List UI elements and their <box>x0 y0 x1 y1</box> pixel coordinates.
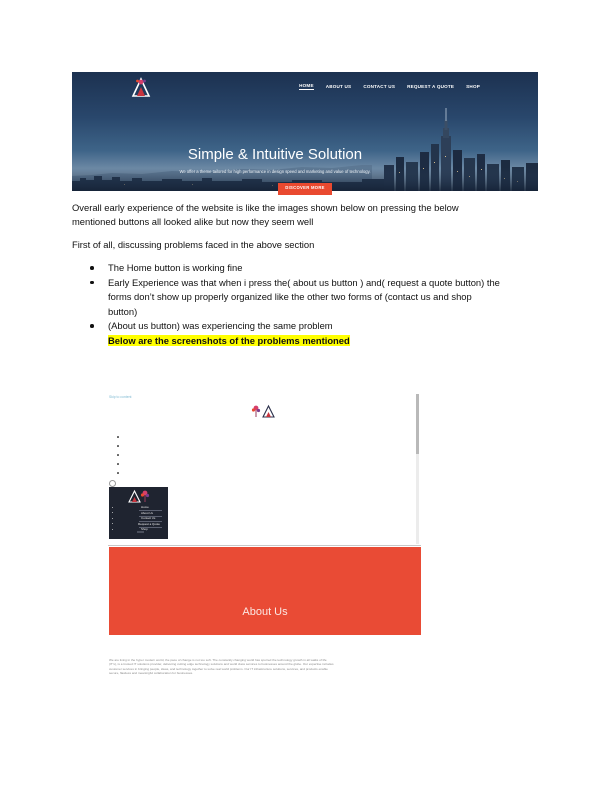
menu-item-label: Request a Quote <box>138 521 160 526</box>
intro-line-2: mentioned buttons all looked alike but now they seem well <box>72 216 314 227</box>
website-hero-screenshot <box>72 72 538 191</box>
paragraph-line: We are living in the hyper modern world, the pace of change is not too soft. The constantly changing world has spurred the technology growth in all walks of life <box>109 658 327 662</box>
list-item-text: Early Experience was that when i press the( about us button ) and( request a quote button) the <box>108 276 500 288</box>
hero-subheadline: We offer a theme tailored for high performance in design speed and marketing and value of technology. <box>179 169 371 174</box>
list-item <box>117 445 119 447</box>
list-item-text: (About us button) was experiencing the same problem <box>108 320 333 332</box>
section-intro: First of all, discussing problems faced in the above section <box>72 239 315 250</box>
main-navigation <box>299 83 480 90</box>
menu-item-label: Shop <box>141 527 148 531</box>
nav-shop[interactable]: SHOP <box>466 84 480 89</box>
list-item <box>88 261 548 276</box>
paragraph-line: secure, flawless and meaningful collaboration for businesses. <box>109 671 194 676</box>
bullet-icon <box>90 266 94 270</box>
nav-about-us[interactable]: ABOUT US <box>325 84 352 89</box>
nav-home[interactable]: HOME <box>299 83 314 88</box>
list-item <box>117 463 119 465</box>
banner-title: About Us <box>242 606 288 618</box>
about-us-page-screenshot <box>108 392 421 676</box>
nav-request-a-quote[interactable]: REQUEST A QUOTE <box>407 84 455 89</box>
about-us-banner <box>109 547 421 635</box>
menu-toggle-icon[interactable] <box>109 480 116 487</box>
paragraph-line: customer services in bringing people, ideas, and technology together to solve real world problems. Our IT infrastructure solutions, services, and products enable <box>109 666 328 671</box>
highlighted-note: Below are the screenshots of the problems mentioned <box>108 334 350 346</box>
intro-line-1: Overall early experience of the website is like the images shown below on pressing the below <box>72 202 459 213</box>
menu-item-label: Contact Us <box>141 516 156 520</box>
section-divider <box>108 545 421 546</box>
skip-to-content-link[interactable]: Skip to content <box>109 395 132 399</box>
brand-logo-icon[interactable] <box>130 76 152 98</box>
list-item-text: forms don’t show up properly organized like the other two forms of (contact us and shop <box>108 291 472 303</box>
bullet-icon <box>90 324 94 328</box>
brand-logo-icon[interactable] <box>250 404 276 418</box>
menu-item-label: About Us <box>141 510 153 515</box>
hero-headline: Simple & Intuitive Solution <box>187 146 363 163</box>
scrollbar-thumb[interactable] <box>416 394 419 454</box>
list-item-text: button) <box>108 305 138 317</box>
menu-search-button[interactable] <box>137 531 144 533</box>
about-us-paragraph <box>109 658 359 676</box>
discover-more-button[interactable]: DISCOVER MORE <box>278 183 332 195</box>
mobile-menu-panel <box>109 487 168 539</box>
bullet-icon <box>90 281 94 285</box>
list-item <box>88 276 548 320</box>
problem-list <box>88 261 548 349</box>
list-item <box>117 454 119 456</box>
list-item-text: The Home button is working fine <box>108 262 243 273</box>
nav-contact-us[interactable]: CONTACT US <box>363 84 396 89</box>
list-item <box>117 436 119 438</box>
list-item <box>88 319 548 348</box>
list-item <box>117 472 119 474</box>
menu-item-label: Home <box>141 505 149 509</box>
paragraph-line: (IT's), is a trusted IT solutions provider, delivering cutting edge technology solutions and world class services to businesses around the globe. Our expertise includes <box>109 662 334 667</box>
brand-logo-icon[interactable] <box>126 489 152 503</box>
